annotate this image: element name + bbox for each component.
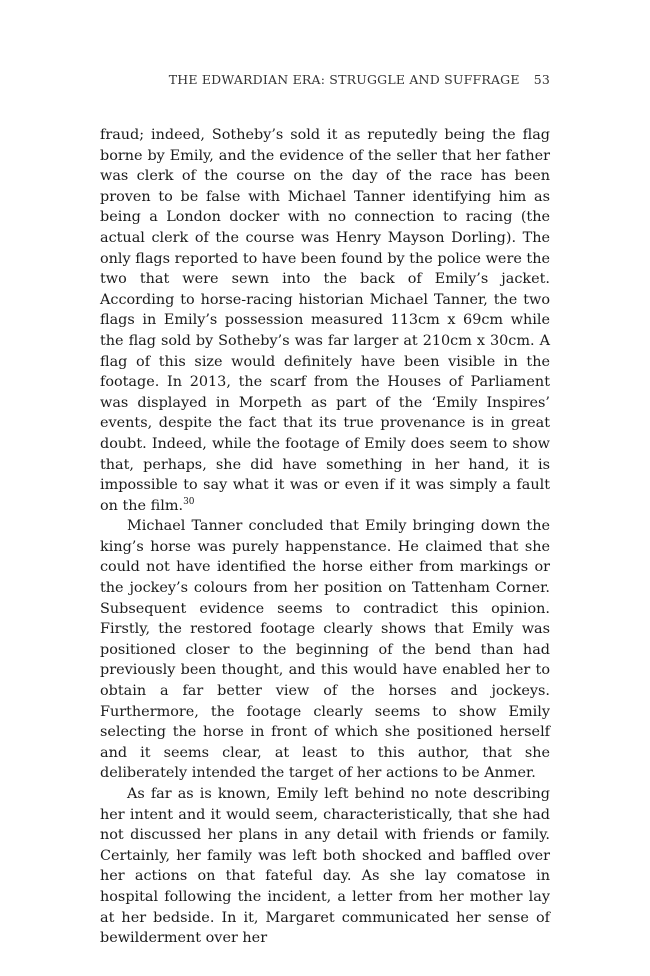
paragraph-2: Michael Tanner concluded that Emily bringing down the king’s horse was purely happenstance. He claimed that she could not have identified the horse either from markings or the jockey’s colours from her position on Tattenham Corner. Subsequent evidence seems to contradict this opinion. Firstly, the restored footage clearly shows that Emily was positioned closer to the beginning of the bend than had previously been thought, and this would have enabled her to obtain a far better view of the horses and jockeys. Furthermore, the footage clearly seems to show Emily selecting the horse in front of which she positioned herself and it seems clear, at least to this author, that she deliberately intended the target of her actions to be Anmer.	[100, 518, 550, 782]
footnote-marker[interactable]: 30	[183, 496, 195, 507]
paragraph-1	[100, 125, 550, 516]
running-title: THE EDWARDIAN ERA: STRUGGLE AND SUFFRAGE	[168, 72, 520, 87]
body-text	[100, 125, 550, 949]
paragraph-1-text: fraud; indeed, Sotheby’s sold it as reputedly being the flag borne by Emily, and the evidence of the seller that her father was clerk of the course on the day of the race has been proven to be false with Michael Tanner identifying him as being a London docker with no connection to racing (the actual clerk of the course was Henry Mayson Dorling). The only flags reported to have been found by the police were the two that were sewn into the back of Emily’s jacket. According to horse-racing historian Michael Tanner, the two flags in Emily’s possession measured 113cm x 69cm while the flag sold by Sotheby’s was far larger at 210cm x 30cm. A flag of this size would definitely have been visible in the footage. In 2013, the scarf from the Houses of Parliament was displayed in Morpeth as part of the ‘Emily Inspires’ events, despite the fact that its true provenance is in great doubt. Indeed, while the footage of Emily does seem to show that, perhaps, she did have something in her hand, it is impossible to say what it was or even if it was simply a fault on the film.	[100, 127, 550, 514]
running-header	[100, 72, 550, 87]
page-number: 53	[533, 72, 550, 87]
paragraph-3: As far as is known, Emily left behind no note describing her intent and it would seem, characteristically, that she had not discussed her plans in any detail with friends or family. Certainly, her family was left both shocked and baffled over her actions on that fateful day. As she lay comatose in hospital following the incident, a letter from her mother lay at her bedside. In it, Margaret communicated her sense of bewilderment over her	[100, 786, 550, 947]
